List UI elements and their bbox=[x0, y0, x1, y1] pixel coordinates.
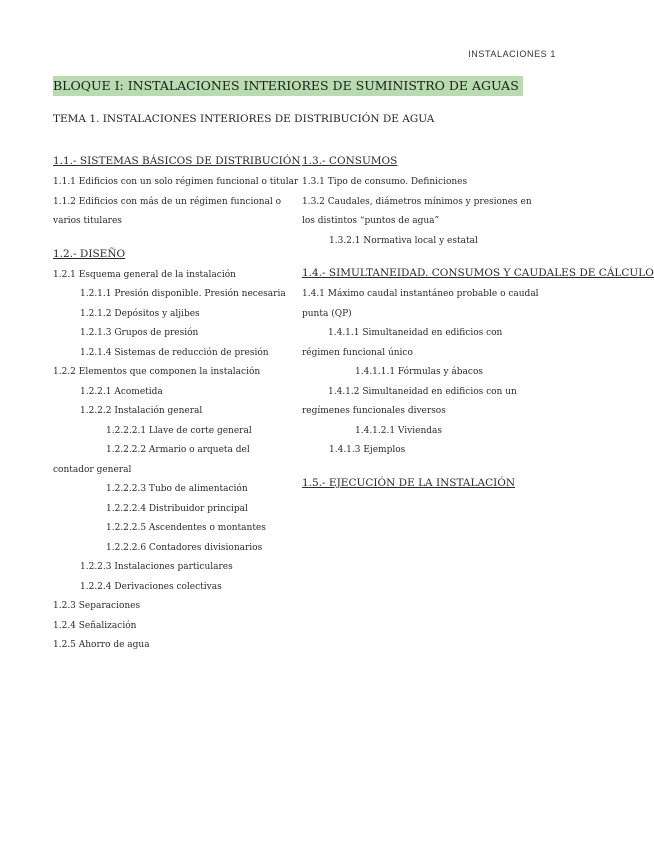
toc-entry: 1.2.1.1 Presión disponible. Presión necesaria bbox=[80, 289, 286, 299]
toc-entry: 1.2.2.2.1 Llave de corte general bbox=[106, 425, 252, 436]
toc-entry: 1.2.1.2 Depósitos y aljibes bbox=[80, 308, 200, 319]
toc-entry: 1.2.2.2.6 Contadores divisionarios bbox=[106, 542, 263, 553]
running-header: INSTALACIONES 1 bbox=[468, 49, 556, 59]
section-heading-1-4: 1.4.- SIMULTANEIDAD. CONSUMOS Y CAUDALES DE CÁLCULO bbox=[302, 267, 654, 279]
toc-entry: 1.3.2 Caudales, diámetros mínimos y presiones en los distintos “puntos de agua” bbox=[302, 196, 532, 226]
section-heading-1-2: 1.2.- DISEÑO bbox=[53, 247, 126, 260]
toc-entry: 1.2.2.1 Acometida bbox=[80, 386, 163, 397]
toc-entry: 1.4.1 Máximo caudal instantáneo probable o caudal punta (QP) bbox=[302, 289, 539, 319]
toc-entry: 1.2.4 Señalización bbox=[53, 620, 137, 631]
toc-entry: 1.2.2.2 Instalación general bbox=[80, 406, 203, 416]
section-heading-1-3: 1.3.- CONSUMOS bbox=[302, 155, 398, 167]
toc-entry: 1.3.2.1 Normativa local y estatal bbox=[329, 235, 478, 246]
toc-entry: 1.4.1.2.1 Viviendas bbox=[355, 425, 442, 436]
toc-entry: 1.2.3 Separaciones bbox=[53, 601, 141, 611]
toc-entry: 1.1.1 Edificios con un solo régimen funcional o titular bbox=[53, 177, 299, 187]
toc-entry: 1.2.2.4 Derivaciones colectivas bbox=[80, 581, 222, 592]
section-heading-1-5: 1.5.- EJECUCIÓN DE LA INSTALACIÓN bbox=[302, 476, 516, 489]
toc-entry: 1.2.2 Elementos que componen la instalación bbox=[53, 367, 261, 377]
toc-entry: 1.2.1.3 Grupos de presión bbox=[80, 328, 199, 338]
toc-entry: 1.2.1 Esquema general de la instalación bbox=[53, 269, 236, 280]
toc-entry: 1.4.1.1.1 Fórmulas y ábacos bbox=[355, 367, 483, 377]
toc-entry: 1.4.1.1 Simultaneidad en edificios con régimen funcional único bbox=[302, 328, 503, 358]
right-column bbox=[302, 153, 654, 495]
toc-entry: 1.2.5 Ahorro de agua bbox=[53, 640, 150, 650]
section-heading-1-1: 1.1.- SISTEMAS BÁSICOS DE DISTRIBUCIÓN bbox=[53, 155, 301, 167]
toc-entry: 1.2.2.2.5 Ascendentes o montantes bbox=[106, 523, 266, 533]
toc-entry: 1.2.2.2.2 Armario o arqueta del contador general bbox=[53, 445, 250, 475]
toc-entry: 1.2.2.2.3 Tubo de alimentación bbox=[106, 484, 248, 494]
block-title: BLOQUE I: INSTALACIONES INTERIORES DE SUMINISTRO DE AGUAS bbox=[53, 76, 523, 96]
toc-entry: 1.4.1.3 Ejemplos bbox=[329, 445, 406, 455]
left-column bbox=[53, 153, 301, 656]
toc-entry: 1.2.1.4 Sistemas de reducción de presión bbox=[80, 347, 269, 358]
toc-entry: 1.3.1 Tipo de consumo. Definiciones bbox=[302, 177, 468, 187]
toc-entry: 1.2.2.2.4 Distribuidor principal bbox=[106, 503, 248, 514]
toc-entry: 1.2.2.3 Instalaciones particulares bbox=[80, 562, 233, 572]
toc-entry: 1.1.2 Edificios con más de un régimen funcional o varios titulares bbox=[53, 196, 282, 226]
toc-entry: 1.4.1.2 Simultaneidad en edificios con un regímenes funcionales diversos bbox=[302, 386, 517, 416]
topic-title: TEMA 1. INSTALACIONES INTERIORES DE DISTRIBUCIÓN DE AGUA bbox=[53, 113, 435, 125]
